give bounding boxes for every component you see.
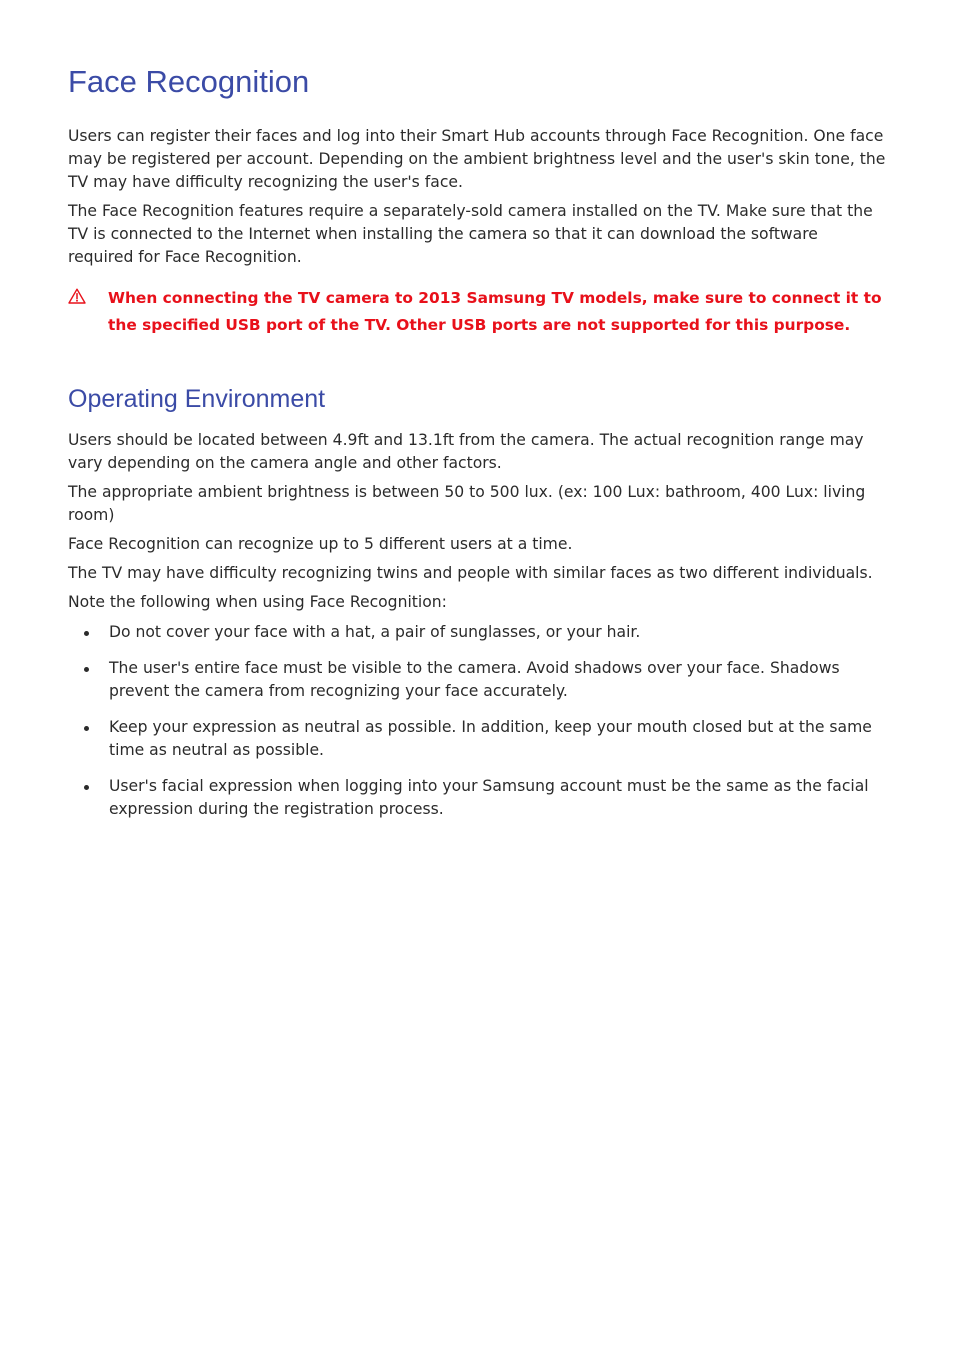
warning-note [68,285,886,339]
section-paragraph: Face Recognition can recognize up to 5 different users at a time. [68,535,573,553]
bullet-dot-icon [84,631,89,636]
list-item [68,716,886,762]
list-item [68,775,886,821]
warning-text: When connecting the TV camera to 2013 Samsung TV models, make sure to connect it to the specified USB port of the TV. Other USB ports are not supported for this purpose. [108,289,882,334]
list-item-text: User's facial expression when logging into your Samsung account must be the same as the facial expression during the registration process. [109,777,869,818]
list-item-text: Do not cover your face with a hat, a pair of sunglasses, or your hair. [109,623,641,641]
list-item [68,657,886,703]
intro-section [68,125,886,269]
bullet-dot-icon [84,785,89,790]
list-item-text: Keep your expression as neutral as possible. In addition, keep your mouth closed but at the same time as neutral as possible. [109,718,872,759]
operating-environment-section [68,429,886,834]
section-paragraph: The appropriate ambient brightness is between 50 to 500 lux. (ex: 100 Lux: bathroom, 400 Lux: living room) [68,483,866,524]
section-title: Operating Environment [68,385,326,413]
page-title: Face Recognition [68,64,310,99]
list-item [68,621,886,644]
intro-paragraph: The Face Recognition features require a separately-sold camera installed on the TV. Make sure that the TV is connected to the Internet when installing the camera so that it can download the software required for Face Recognition. [68,202,873,266]
section-paragraph: Note the following when using Face Recognition: [68,593,447,611]
section-paragraph: Users should be located between 4.9ft and 13.1ft from the camera. The actual recognition range may vary depending on the camera angle and other factors. [68,431,864,472]
bullet-dot-icon [84,667,89,672]
list-item-text: The user's entire face must be visible to the camera. Avoid shadows over your face. Shadows prevent the camera from recognizing your face accurately. [109,659,840,700]
bullet-dot-icon [84,726,89,731]
warning-triangle-icon [68,285,108,339]
intro-paragraph: Users can register their faces and log into their Smart Hub accounts through Face Recognition. One face may be registered per account. Depending on the ambient brightness level and the user's skin tone, the TV may have difficulty recognizing the user's face. [68,127,886,191]
section-paragraph: The TV may have difficulty recognizing twins and people with similar faces as two different individuals. [68,564,873,582]
bullet-list [68,621,886,821]
